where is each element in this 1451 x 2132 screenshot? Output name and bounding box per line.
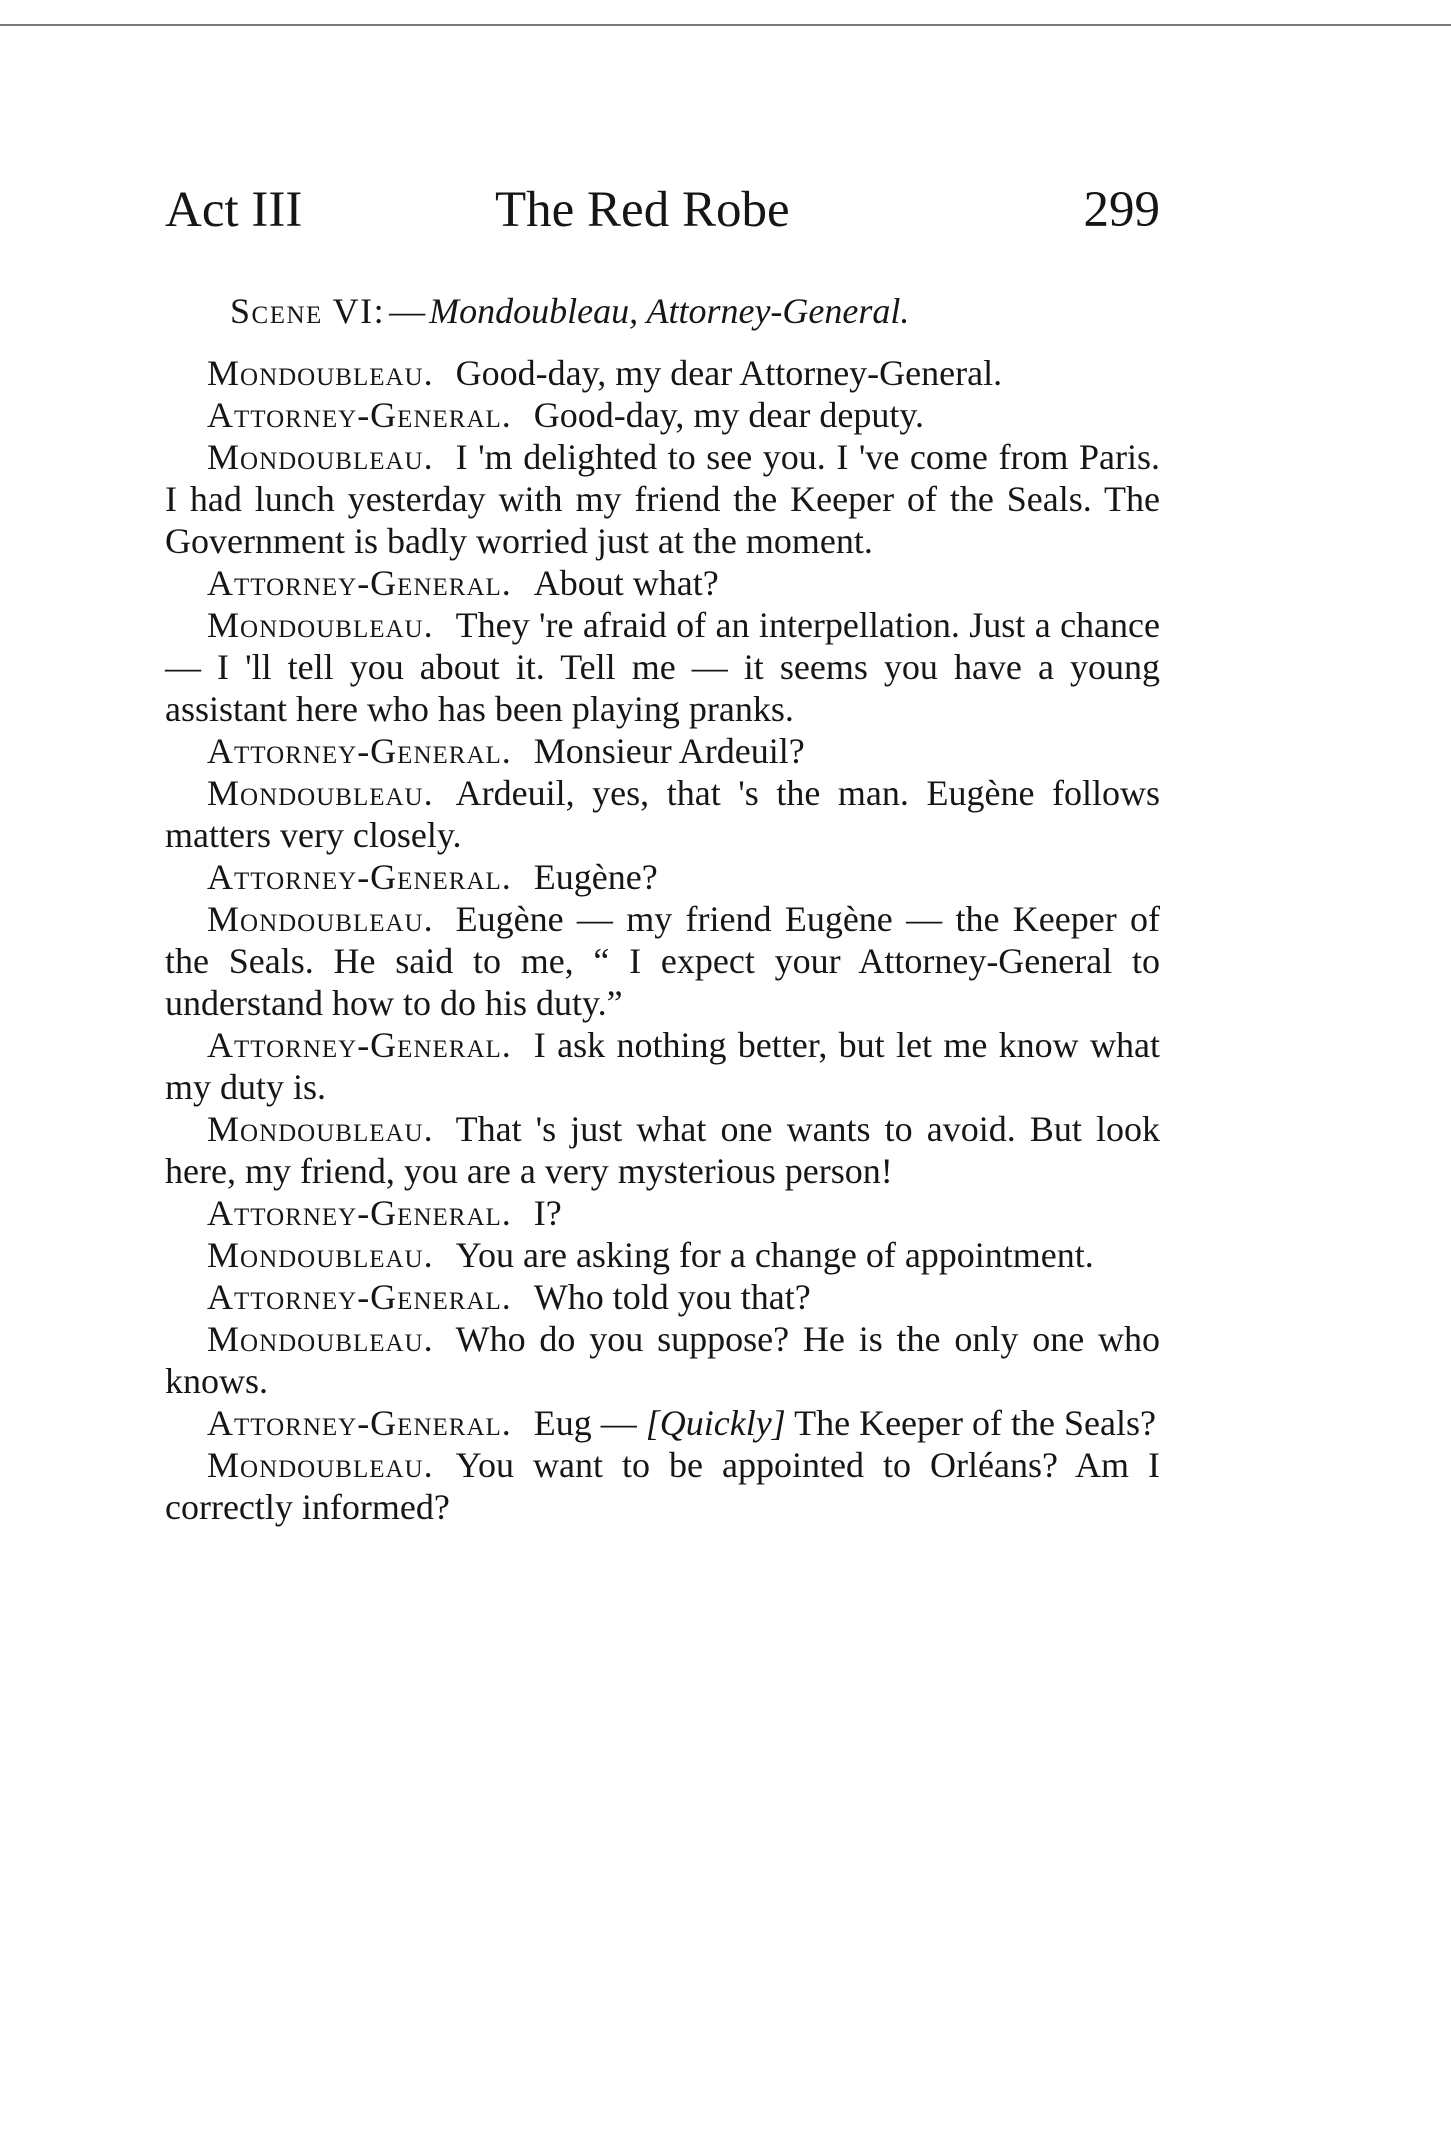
speaker-name: Mondoubleau. bbox=[207, 1319, 434, 1359]
speech bbox=[165, 730, 1160, 772]
speech bbox=[165, 604, 1160, 730]
speech-text: I 'm delighted to see you. I 've come from Paris. I had lunch yesterday with my friend the Keeper of the Seals. The Government is badly worried just at the moment. bbox=[165, 437, 1160, 561]
speech bbox=[165, 856, 1160, 898]
speaker-name: Attorney-General. bbox=[207, 1403, 512, 1443]
speech-text: That 's just what one wants to avoid. But look here, my friend, you are a very mysterious person! bbox=[165, 1109, 1160, 1191]
speech-text: They 're afraid of an interpellation. Just a chance — I 'll tell you about it. Tell me — it seems you have a young assistant here who has been playing pranks. bbox=[165, 605, 1160, 729]
scene-label: Scene VI: bbox=[230, 291, 386, 331]
speech bbox=[165, 772, 1160, 856]
speech bbox=[165, 394, 1160, 436]
speaker-name: Attorney-General. bbox=[207, 1277, 512, 1317]
speech-text: Eug — bbox=[533, 1403, 637, 1443]
speech bbox=[165, 562, 1160, 604]
speech-text: Eugène? bbox=[533, 857, 658, 897]
speech bbox=[165, 436, 1160, 562]
speech bbox=[165, 1108, 1160, 1192]
speech bbox=[165, 1024, 1160, 1108]
speech-text: You are asking for a change of appointment. bbox=[455, 1235, 1094, 1275]
speech-text: About what? bbox=[533, 563, 719, 603]
speech bbox=[165, 352, 1160, 394]
speech-text: Good-day, my dear deputy. bbox=[533, 395, 924, 435]
page-body bbox=[165, 290, 1160, 1528]
speaker-name: Attorney-General. bbox=[207, 563, 512, 603]
book-title: The Red Robe bbox=[495, 182, 790, 238]
page-top-rule bbox=[0, 24, 1451, 26]
scene-dash: — bbox=[389, 291, 426, 331]
speaker-name: Mondoubleau. bbox=[207, 605, 434, 645]
running-header bbox=[165, 182, 1160, 255]
page-number: 299 bbox=[1083, 182, 1160, 238]
speech-text: Ardeuil, yes, that 's the man. Eugène follows matters very closely. bbox=[165, 773, 1160, 855]
speaker-name: Mondoubleau. bbox=[207, 353, 434, 393]
speaker-name: Attorney-General. bbox=[207, 731, 512, 771]
speaker-name: Attorney-General. bbox=[207, 1025, 512, 1065]
speech bbox=[165, 1192, 1160, 1234]
scene-cast: Mondoubleau, Attorney-General. bbox=[429, 291, 910, 331]
speech bbox=[165, 1234, 1160, 1276]
speech bbox=[165, 1276, 1160, 1318]
speaker-name: Mondoubleau. bbox=[207, 1445, 434, 1485]
speech-text: Eugène — my friend Eugène — the Keeper of the Seals. He said to me, “ I expect your Attorney-General to understand how to do his duty.” bbox=[165, 899, 1160, 1023]
speaker-name: Mondoubleau. bbox=[207, 1109, 434, 1149]
speech-text: I ask nothing better, but let me know what my duty is. bbox=[165, 1025, 1160, 1107]
speech-text: Monsieur Ardeuil? bbox=[533, 731, 805, 771]
act-label: Act III bbox=[165, 182, 303, 238]
speaker-name: Mondoubleau. bbox=[207, 773, 434, 813]
speaker-name: Attorney-General. bbox=[207, 395, 512, 435]
speaker-name: Attorney-General. bbox=[207, 1193, 512, 1233]
speech bbox=[165, 898, 1160, 1024]
speech-text: Who do you suppose? He is the only one who knows. bbox=[165, 1319, 1160, 1401]
speech-text: Who told you that? bbox=[533, 1277, 811, 1317]
speech bbox=[165, 1318, 1160, 1402]
speech bbox=[165, 1402, 1160, 1444]
speech-text-continued: The Keeper of the Seals? bbox=[794, 1403, 1156, 1443]
speech-text: I? bbox=[533, 1193, 562, 1233]
speaker-name: Mondoubleau. bbox=[207, 1235, 434, 1275]
speaker-name: Mondoubleau. bbox=[207, 899, 434, 939]
stage-direction: [Quickly] bbox=[645, 1403, 786, 1443]
speech-text: You want to be appointed to Orléans? Am I correctly informed? bbox=[165, 1445, 1160, 1527]
speaker-name: Attorney-General. bbox=[207, 857, 512, 897]
speech-text: Good-day, my dear Attorney-General. bbox=[455, 353, 1003, 393]
speaker-name: Mondoubleau. bbox=[207, 437, 434, 477]
speech bbox=[165, 1444, 1160, 1528]
scene-heading bbox=[165, 290, 1160, 332]
